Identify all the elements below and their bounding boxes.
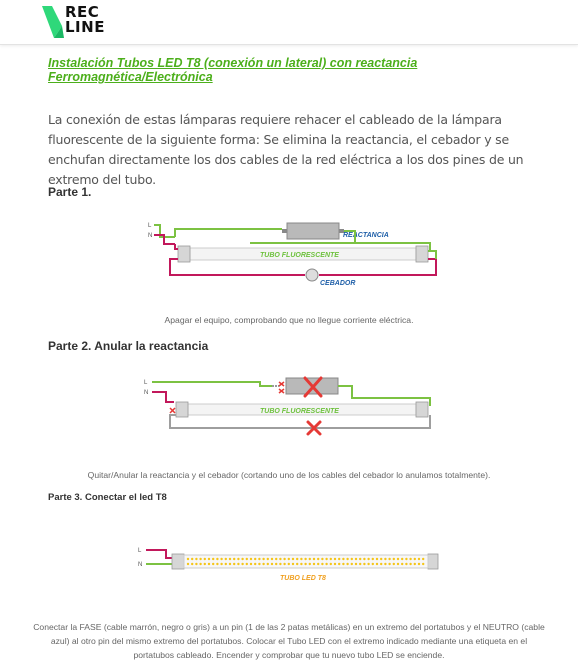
- led-dot: [212, 558, 214, 560]
- led-dot: [397, 563, 399, 565]
- led-dot: [233, 563, 235, 565]
- led-dot: [309, 563, 311, 565]
- led-dot: [338, 563, 340, 565]
- led-dot: [418, 563, 420, 565]
- led-dot: [250, 563, 252, 565]
- led-dot: [220, 558, 222, 560]
- led-dot: [367, 563, 369, 565]
- led-dot: [191, 558, 193, 560]
- led-dot: [372, 563, 374, 565]
- site-header: [0, 0, 578, 45]
- led-dot: [279, 563, 281, 565]
- led-dot: [241, 558, 243, 560]
- led-dot: [237, 563, 239, 565]
- led-dot: [418, 558, 420, 560]
- led-dot: [397, 558, 399, 560]
- wire-label-l-3: L: [138, 548, 142, 554]
- led-dot: [279, 558, 281, 560]
- article-intro: La conexión de estas lámparas requiere rehacer el cableado de la lámpara fluorescente de la siguiente forma: Se elimina la reactancia, el cebador y se enchufan directamente los dos cables de la red eléctrica a los dos pines de un extremo del tubo.: [48, 112, 524, 187]
- led-dot: [304, 558, 306, 560]
- led-dot: [191, 563, 193, 565]
- led-dot: [187, 563, 189, 565]
- part-2-caption: Quitar/Anular la reactancia y el cebador (cortando uno de los cables del cebador lo anulamos totalmente).: [87, 470, 491, 480]
- led-dot: [380, 563, 382, 565]
- led-dot: [220, 563, 222, 565]
- led-dot: [258, 563, 260, 565]
- led-dot: [204, 558, 206, 560]
- led-dot: [393, 563, 395, 565]
- led-dot: [330, 563, 332, 565]
- led-dot: [346, 558, 348, 560]
- led-dot: [384, 563, 386, 565]
- wire-label-n-2: N: [144, 390, 149, 396]
- led-dot: [288, 558, 290, 560]
- led-dot: [229, 563, 231, 565]
- led-dot: [296, 563, 298, 565]
- reactancia-box: [287, 223, 339, 239]
- led-dot: [342, 563, 344, 565]
- led-dot: [250, 558, 252, 560]
- led-dot: [384, 558, 386, 560]
- led-dot: [325, 558, 327, 560]
- led-dot: [199, 563, 201, 565]
- led-dot: [283, 558, 285, 560]
- tube-label-1: TUBO FLUORESCENTE: [260, 252, 339, 259]
- led-dot: [376, 558, 378, 560]
- diagram-part-1: [130, 215, 450, 295]
- led-dot: [258, 558, 260, 560]
- led-dot: [363, 563, 365, 565]
- led-dot: [246, 563, 248, 565]
- part-3-heading: Parte 3. Conectar el led T8: [48, 492, 167, 503]
- led-dot: [267, 558, 269, 560]
- led-dot: [317, 563, 319, 565]
- led-dot: [355, 563, 357, 565]
- led-dot: [414, 563, 416, 565]
- led-dot: [325, 563, 327, 565]
- led-dot: [405, 558, 407, 560]
- led-dot: [359, 558, 361, 560]
- led-dot: [313, 558, 315, 560]
- part-1-caption: Apagar el equipo, comprobando que no llegue corriente eléctrica.: [164, 315, 414, 325]
- diagram-part-3: [130, 540, 450, 590]
- led-dot: [195, 563, 197, 565]
- led-dot: [334, 563, 336, 565]
- led-dot: [338, 558, 340, 560]
- led-dot: [296, 558, 298, 560]
- led-dot: [351, 558, 353, 560]
- led-dot: [313, 563, 315, 565]
- led-dot: [401, 558, 403, 560]
- wire-label-n-3: N: [138, 562, 143, 568]
- led-dot: [271, 563, 273, 565]
- led-dot: [271, 558, 273, 560]
- led-dot: [204, 563, 206, 565]
- led-dot: [376, 563, 378, 565]
- led-dot: [372, 558, 374, 560]
- led-dot: [300, 558, 302, 560]
- led-dot: [208, 563, 210, 565]
- logo-line-2: LINE: [65, 18, 105, 36]
- pin-cut-icon: [170, 408, 175, 413]
- led-dot: [342, 558, 344, 560]
- part-1-heading: Parte 1.: [48, 185, 92, 199]
- led-dot: [229, 558, 231, 560]
- led-dot: [246, 558, 248, 560]
- led-dot: [355, 558, 357, 560]
- led-dot: [254, 563, 256, 565]
- led-dot: [321, 563, 323, 565]
- led-dot: [414, 558, 416, 560]
- led-dot: [388, 558, 390, 560]
- led-dot: [225, 563, 227, 565]
- led-dot: [262, 563, 264, 565]
- led-dot: [262, 558, 264, 560]
- logo-wordmark[interactable]: [65, 5, 105, 35]
- led-dot: [237, 558, 239, 560]
- led-dot: [367, 558, 369, 560]
- led-dot: [283, 563, 285, 565]
- led-dot: [275, 558, 277, 560]
- led-dot: [292, 563, 294, 565]
- led-dot: [199, 558, 201, 560]
- led-dot: [363, 558, 365, 560]
- led-dot: [405, 563, 407, 565]
- led-dot: [292, 558, 294, 560]
- led-dot: [317, 558, 319, 560]
- led-dot: [216, 563, 218, 565]
- led-dot: [409, 558, 411, 560]
- led-dot: [288, 563, 290, 565]
- wire-label-l: L: [148, 223, 152, 229]
- led-dot: [359, 563, 361, 565]
- wire-label-n: N: [148, 233, 153, 239]
- led-tube-label: TUBO LED T8: [280, 575, 326, 582]
- led-dot: [393, 558, 395, 560]
- cebador-circle: [306, 269, 318, 281]
- diagram-part-2: [130, 372, 450, 442]
- led-dot: [212, 563, 214, 565]
- led-dot: [330, 558, 332, 560]
- led-dot: [380, 558, 382, 560]
- led-dot: [208, 558, 210, 560]
- article-body: [48, 56, 538, 190]
- reactancia-label: REACTANCIA: [343, 232, 389, 239]
- led-dot: [351, 563, 353, 565]
- led-dot: [275, 563, 277, 565]
- led-tube: [184, 555, 428, 568]
- led-dot: [422, 563, 424, 565]
- led-dot: [401, 563, 403, 565]
- part-2-heading: Parte 2. Anular la reactancia: [48, 339, 209, 353]
- part-3-caption: Conectar la FASE (cable marrón, negro o gris) a un pin (1 de las 2 patas metálicas) en un extremo del portatubos y el NEUTRO (cable azul) al otro pin del mismo extremo del portatubos. Colocar el Tubo LED con el extremo indicado mediante una etiqueta en el portatubos cableado. Encender y comprobar que tu nuevo tubo LED se enciende.: [33, 622, 545, 660]
- led-dot: [216, 558, 218, 560]
- article-title[interactable]: Instalación Tubos LED T8 (conexión un lateral) con reactancia Ferromagnética/Electrónica: [48, 56, 418, 84]
- cebador-label: CEBADOR: [320, 280, 356, 287]
- led-dot: [254, 558, 256, 560]
- led-dot: [195, 558, 197, 560]
- led-dot: [309, 558, 311, 560]
- led-dot: [300, 563, 302, 565]
- tube-label-2: TUBO FLUORESCENTE: [260, 408, 339, 415]
- led-dot: [422, 558, 424, 560]
- wire-label-l-2: L: [144, 380, 148, 386]
- led-dot: [334, 558, 336, 560]
- led-dot: [304, 563, 306, 565]
- logo-line-1: REC: [65, 3, 100, 21]
- wire-cut-icon: [279, 382, 284, 393]
- led-dot: [267, 563, 269, 565]
- led-dot: [321, 558, 323, 560]
- led-dot: [409, 563, 411, 565]
- led-dot: [225, 558, 227, 560]
- led-dot: [241, 563, 243, 565]
- led-dot: [233, 558, 235, 560]
- led-dot: [187, 558, 189, 560]
- led-dot: [388, 563, 390, 565]
- led-dot: [346, 563, 348, 565]
